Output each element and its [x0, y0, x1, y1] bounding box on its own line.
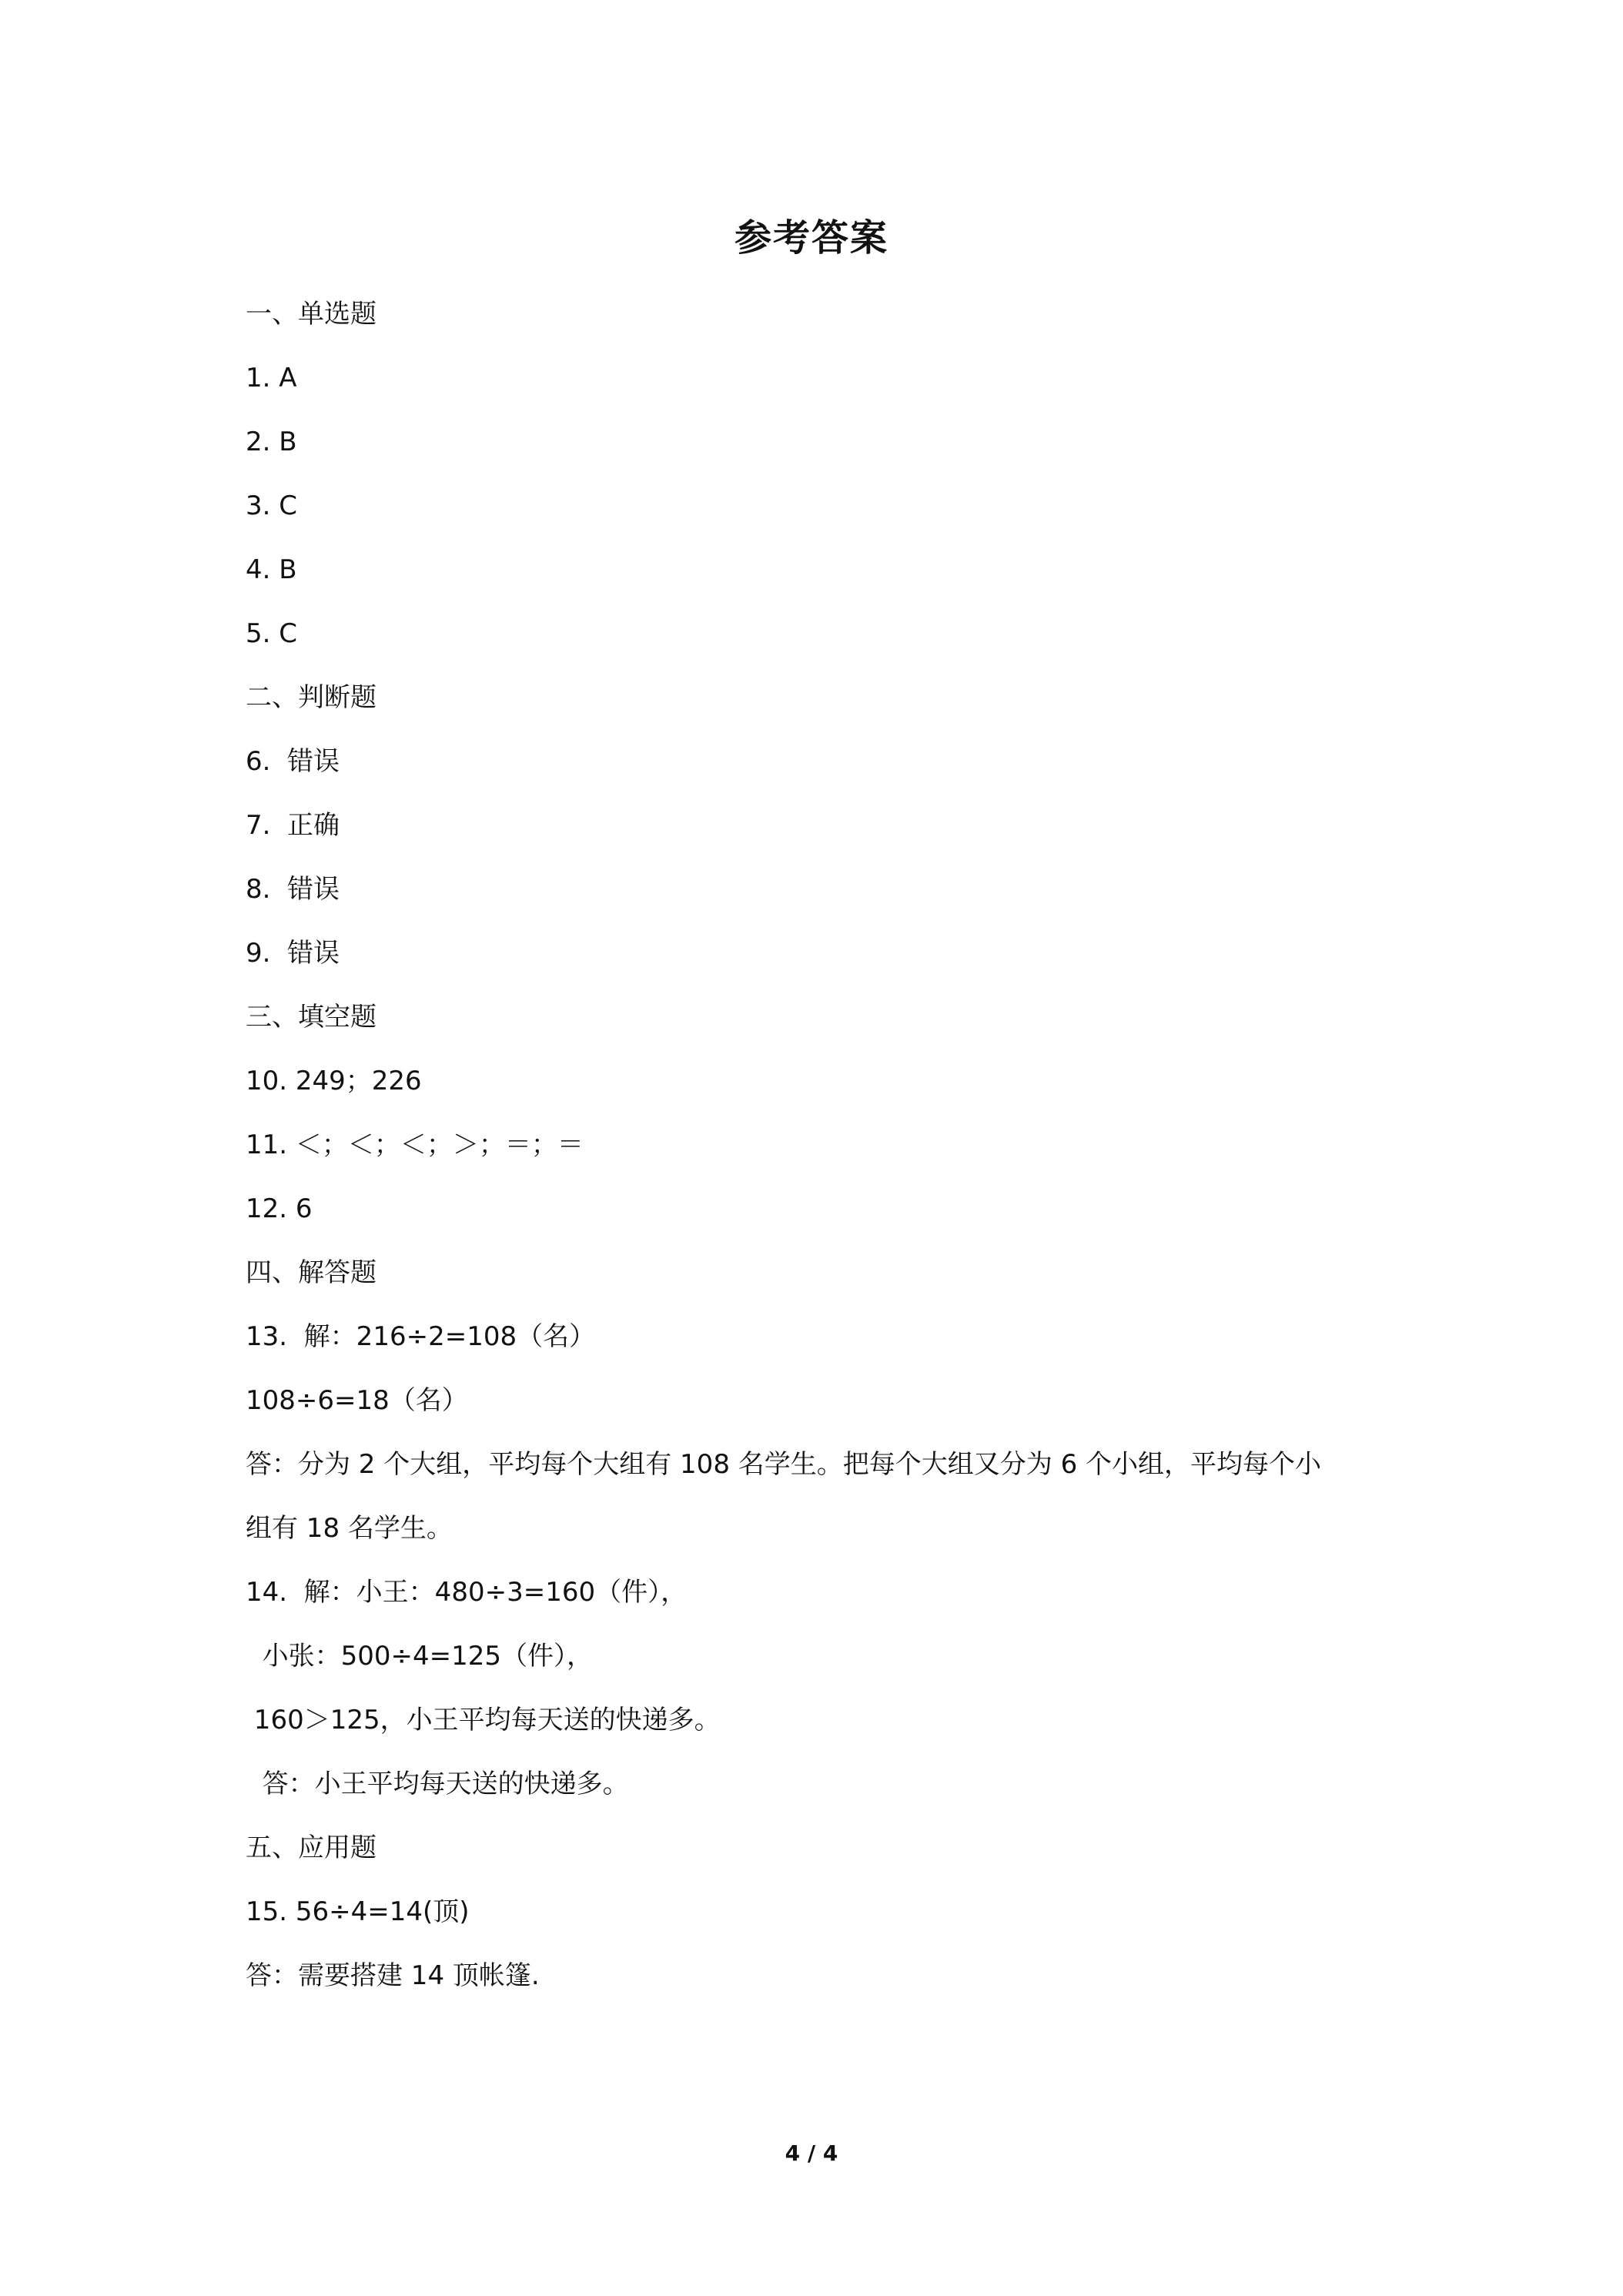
- answer-line-14-step-3: 160＞125，小王平均每天送的快递多。: [246, 1705, 721, 1735]
- section-heading-1: 一、单选题: [246, 299, 376, 330]
- answer-line-6: 6. 错误: [246, 746, 340, 777]
- answer-line-14-step-2: 小张：500÷4=125（件），: [246, 1641, 594, 1672]
- answer-line-2: 2. B: [246, 427, 297, 457]
- answer-line-5: 5. C: [246, 618, 297, 649]
- answer-line-9: 9. 错误: [246, 938, 340, 969]
- answer-line-13-answer-cont: 组有 18 名学生。: [246, 1513, 453, 1544]
- answer-line-4: 4. B: [246, 554, 297, 585]
- answer-line-10: 10. 249；226: [246, 1066, 422, 1096]
- section-heading-3: 三、填空题: [246, 1002, 376, 1033]
- answer-line-11: 11. ＜；＜；＜；＞；＝；＝: [246, 1130, 584, 1160]
- answer-line-14-answer: 答：小王平均每天送的快递多。: [246, 1769, 629, 1799]
- page-title: 参考答案: [734, 216, 888, 259]
- answer-line-14: 14. 解：小王：480÷3=160（件），: [246, 1577, 688, 1608]
- page-number: 4 / 4: [785, 2140, 838, 2166]
- answer-line-3: 3. C: [246, 490, 297, 521]
- answer-line-13-step-2: 108÷6=18（名）: [246, 1385, 468, 1416]
- answer-line-12: 12. 6: [246, 1193, 313, 1224]
- answer-line-13-answer: 答：分为 2 个大组，平均每个大组有 108 名学生。把每个大组又分为 6 个小组，平均每个小: [246, 1449, 1322, 1480]
- section-heading-4: 四、解答题: [246, 1257, 376, 1288]
- answer-line-13: 13. 解：216÷2=108（名）: [246, 1321, 596, 1352]
- answer-line-8: 8. 错误: [246, 874, 340, 905]
- section-heading-2: 二、判断题: [246, 682, 376, 713]
- section-heading-5: 五、应用题: [246, 1832, 376, 1863]
- answer-line-15-answer: 答：需要搭建 14 顶帐篷.: [246, 1960, 540, 1991]
- answer-line-7: 7. 正确: [246, 810, 340, 841]
- answer-line-1: 1. A: [246, 363, 297, 393]
- answer-line-15: 15. 56÷4=14(顶): [246, 1896, 470, 1927]
